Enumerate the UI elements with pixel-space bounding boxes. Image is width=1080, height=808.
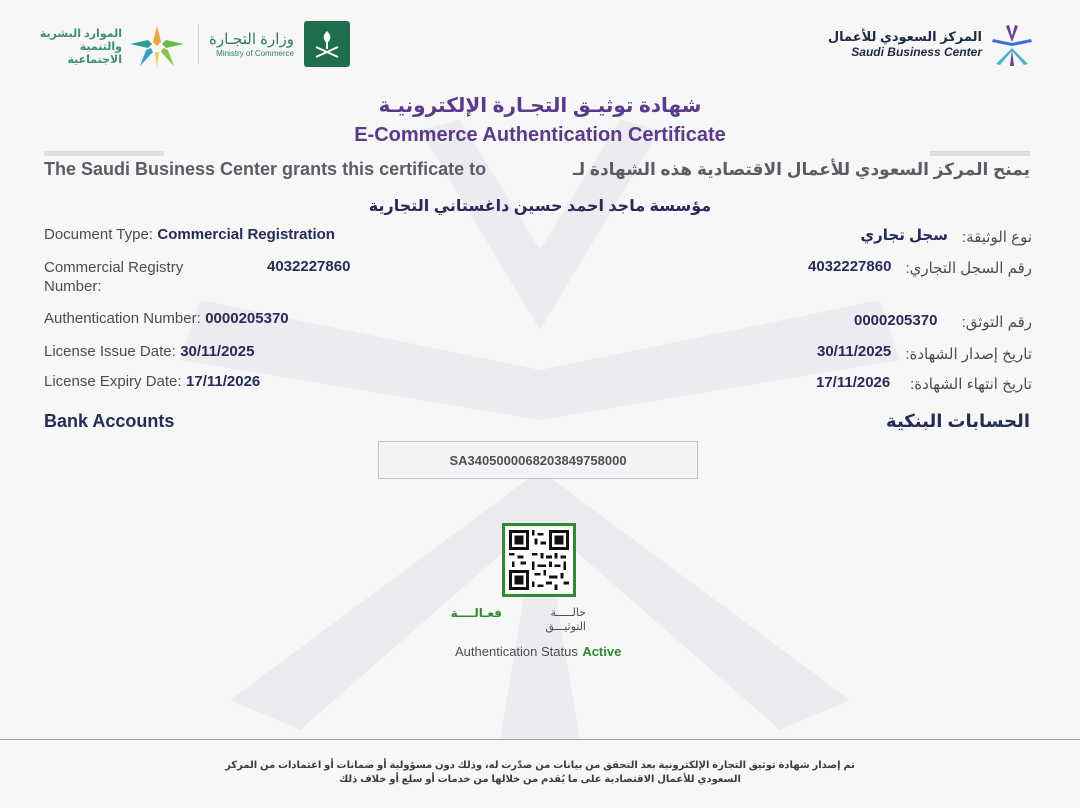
issue-date-label-ar: تاريخ إصدار الشهادة: [905, 346, 1032, 363]
sbc-logo-en: Saudi Business Center [851, 45, 982, 59]
auth-number-label: Authentication Number: [44, 310, 201, 327]
document-type-row-en [44, 226, 335, 244]
saudi-emblem-icon [304, 21, 350, 67]
expiry-date-label: License Expiry Date: [44, 373, 182, 390]
footer-disclaimer-line1: تم إصدار شهادة توثيق التجارة الإلكترونية بعد التحقق من بيانات من صدّرت له، وذلك دون مسؤولية أو ضمانات أو اعتمادات من المركز [225, 760, 855, 771]
cr-number-value: 4032227860 [267, 258, 351, 275]
hrsd-star-icon [128, 24, 186, 70]
sbc-logo [828, 20, 1036, 68]
sbc-logo-ar: المركز السعودي للأعمال [827, 29, 982, 44]
document-type-label-ar: نوع الوثيقة: [961, 229, 1032, 246]
status-label-ar: حالـــــة التوثيـــق [545, 607, 586, 633]
status-value-en: Active [582, 644, 622, 659]
grants-text-ar: يمنح المركز السعودي للأعمال الاقتصادية هذه الشهادة لـ [573, 160, 1030, 179]
moc-logo-ar: وزارة التجـارة [209, 30, 294, 48]
issue-date-label: License Issue Date: [44, 343, 176, 360]
footer-divider [0, 739, 1080, 740]
iban-value: SA3405000068203849758000 [449, 452, 627, 468]
auth-number-value-ar: 0000205370 [854, 312, 938, 329]
issue-date-row-en [44, 343, 254, 361]
qr-code-icon [509, 530, 569, 590]
document-type-label: Document Type: [44, 226, 153, 243]
cr-number-value-ar: 4032227860 [808, 258, 892, 275]
auth-number-row-en [44, 310, 289, 328]
moc-logo-en: Ministry of Commerce [216, 48, 294, 58]
cr-number-label: Commercial Registry Number: [44, 259, 184, 295]
cr-number-label-ar: رقم السجل التجاري: [905, 260, 1032, 277]
expiry-date-value: 17/11/2026 [186, 373, 261, 390]
iban-field[interactable] [378, 441, 698, 479]
verification-qr-code[interactable] [502, 523, 576, 597]
bank-accounts-title-en: Bank Accounts [44, 411, 175, 431]
status-value-ar: فعـالــــة [450, 606, 502, 620]
certificate-title-en: E-Commerce Authentication Certificate [354, 124, 726, 146]
sbc-emblem-icon [988, 20, 1036, 68]
left-accent-bar [44, 151, 164, 156]
status-label-en: Authentication Status [455, 644, 578, 659]
document-type-value-ar: سجل تجاري [860, 227, 948, 244]
issue-date-value-ar: 30/11/2025 [817, 343, 892, 360]
certificate-title-ar: شهادة توثيـق التجـارة الإلكترونيـة [378, 95, 702, 117]
expiry-date-value-ar: 17/11/2026 [816, 374, 891, 391]
issue-date-value: 30/11/2025 [180, 343, 255, 360]
hrsd-logo [36, 24, 186, 70]
sbc-logo-text [828, 29, 982, 59]
document-type-value: Commercial Registration [157, 226, 335, 243]
status-row-ar [446, 606, 586, 634]
hrsd-logo-text: الموارد البشرية والتنمية الاجتماعية [39, 27, 122, 66]
footer-disclaimer-line2: السعودي للأعمال الاقتصادية على ما يُقدم من خلالها من خدمات أو سلع أو خلاف ذلك [339, 774, 741, 785]
company-name: مؤسسة ماجد احمد حسين داغستاني التجارية [368, 198, 712, 215]
expiry-date-label-ar: تاريخ انتهاء الشهادة: [910, 376, 1032, 393]
moc-logo [198, 21, 350, 67]
auth-number-label-ar: رقم التوثق: [961, 314, 1032, 331]
moc-divider [198, 24, 199, 64]
bank-accounts-title-ar: الحسابات البنكية [886, 411, 1030, 431]
auth-number-value: 0000205370 [205, 310, 289, 327]
footer-disclaimer [0, 759, 1080, 787]
moc-logo-text [209, 31, 294, 58]
expiry-date-row-en [44, 373, 260, 391]
grants-text-en: The Saudi Business Center grants this certificate to [44, 159, 487, 179]
right-accent-bar [930, 151, 1030, 156]
status-row-en [455, 643, 621, 661]
